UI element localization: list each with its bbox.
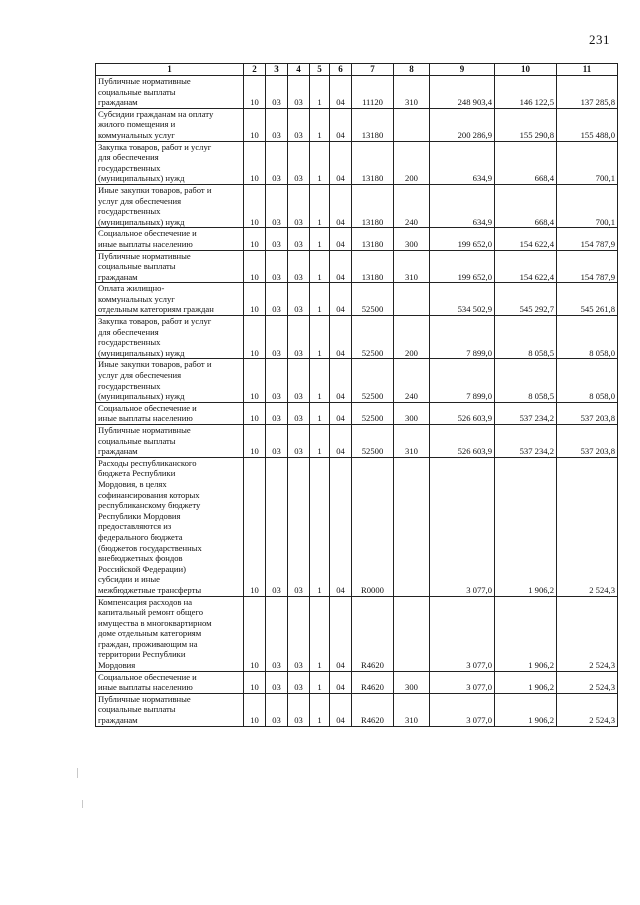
section-code: 10	[244, 671, 266, 693]
amount-year-2: 155 290,8	[495, 108, 557, 141]
table-row	[96, 457, 618, 596]
amount-year-2: 668,4	[495, 184, 557, 227]
measure-code: 04	[330, 402, 352, 424]
measure-code: 04	[330, 250, 352, 283]
measure-code: 04	[330, 76, 352, 109]
item-name: Публичные нормативные социальные выплаты гражданам	[96, 693, 244, 726]
direction-code: 13180	[352, 228, 394, 250]
page-number: 231	[589, 32, 610, 47]
subprogram-code: 1	[310, 425, 330, 458]
amount-year-1: 199 652,0	[430, 250, 495, 283]
table-row	[96, 184, 618, 227]
program-code: 03	[288, 402, 310, 424]
amount-year-1: 3 077,0	[430, 693, 495, 726]
amount-year-2: 668,4	[495, 141, 557, 184]
amount-year-3: 2 524,3	[557, 671, 618, 693]
direction-code: 52500	[352, 359, 394, 402]
subprogram-code: 1	[310, 402, 330, 424]
amount-year-1: 634,9	[430, 141, 495, 184]
subprogram-code: 1	[310, 359, 330, 402]
subprogram-code: 1	[310, 108, 330, 141]
expense-type-code: 300	[394, 228, 430, 250]
measure-code: 04	[330, 316, 352, 359]
measure-code: 04	[330, 671, 352, 693]
subprogram-code: 1	[310, 671, 330, 693]
section-code: 10	[244, 402, 266, 424]
subsection-code: 03	[266, 671, 288, 693]
amount-year-1: 634,9	[430, 184, 495, 227]
program-code: 03	[288, 283, 310, 316]
program-code: 03	[288, 316, 310, 359]
column-header: 6	[330, 64, 352, 76]
table-row	[96, 671, 618, 693]
subsection-code: 03	[266, 76, 288, 109]
scan-mark	[77, 768, 78, 778]
expense-type-code	[394, 108, 430, 141]
amount-year-2: 154 622,4	[495, 250, 557, 283]
budget-table	[95, 63, 618, 727]
column-header: 3	[266, 64, 288, 76]
item-name: Закупка товаров, работ и услуг для обеспечения государственных (муниципальных) нужд	[96, 316, 244, 359]
amount-year-1: 526 603,9	[430, 425, 495, 458]
amount-year-3: 2 524,3	[557, 693, 618, 726]
measure-code: 04	[330, 228, 352, 250]
item-name: Публичные нормативные социальные выплаты гражданам	[96, 425, 244, 458]
amount-year-3: 154 787,9	[557, 228, 618, 250]
direction-code: R0000	[352, 457, 394, 596]
table-row	[96, 250, 618, 283]
program-code: 03	[288, 457, 310, 596]
item-name: Социальное обеспечение и иные выплаты населению	[96, 228, 244, 250]
header-row	[96, 64, 618, 76]
amount-year-3: 155 488,0	[557, 108, 618, 141]
table-row	[96, 359, 618, 402]
table-row	[96, 283, 618, 316]
direction-code: R4620	[352, 693, 394, 726]
amount-year-2: 1 906,2	[495, 693, 557, 726]
subsection-code: 03	[266, 693, 288, 726]
subprogram-code: 1	[310, 141, 330, 184]
table-body	[96, 76, 618, 727]
table-row	[96, 108, 618, 141]
subprogram-code: 1	[310, 184, 330, 227]
measure-code: 04	[330, 108, 352, 141]
direction-code: 13180	[352, 108, 394, 141]
column-header: 1	[96, 64, 244, 76]
table-row	[96, 402, 618, 424]
subprogram-code: 1	[310, 283, 330, 316]
subsection-code: 03	[266, 425, 288, 458]
direction-code: 13180	[352, 184, 394, 227]
direction-code: 52500	[352, 425, 394, 458]
amount-year-2: 8 058,5	[495, 316, 557, 359]
direction-code: 13180	[352, 141, 394, 184]
item-name: Социальное обеспечение и иные выплаты населению	[96, 402, 244, 424]
measure-code: 04	[330, 693, 352, 726]
table-row	[96, 425, 618, 458]
section-code: 10	[244, 693, 266, 726]
amount-year-3: 2 524,3	[557, 457, 618, 596]
amount-year-1: 534 502,9	[430, 283, 495, 316]
program-code: 03	[288, 76, 310, 109]
expense-type-code	[394, 596, 430, 671]
amount-year-1: 200 286,9	[430, 108, 495, 141]
measure-code: 04	[330, 283, 352, 316]
subprogram-code: 1	[310, 228, 330, 250]
subsection-code: 03	[266, 228, 288, 250]
direction-code: 11120	[352, 76, 394, 109]
program-code: 03	[288, 228, 310, 250]
program-code: 03	[288, 693, 310, 726]
amount-year-3: 137 285,8	[557, 76, 618, 109]
program-code: 03	[288, 425, 310, 458]
amount-year-1: 526 603,9	[430, 402, 495, 424]
table-row	[96, 76, 618, 109]
subsection-code: 03	[266, 457, 288, 596]
expense-type-code	[394, 283, 430, 316]
expense-type-code: 310	[394, 76, 430, 109]
measure-code: 04	[330, 141, 352, 184]
expense-type-code: 300	[394, 402, 430, 424]
amount-year-2: 146 122,5	[495, 76, 557, 109]
subsection-code: 03	[266, 283, 288, 316]
amount-year-2: 1 906,2	[495, 457, 557, 596]
expense-type-code: 240	[394, 184, 430, 227]
section-code: 10	[244, 283, 266, 316]
amount-year-3: 537 203,8	[557, 402, 618, 424]
column-header: 7	[352, 64, 394, 76]
expense-type-code: 300	[394, 671, 430, 693]
subprogram-code: 1	[310, 76, 330, 109]
program-code: 03	[288, 250, 310, 283]
direction-code: 52500	[352, 316, 394, 359]
subsection-code: 03	[266, 141, 288, 184]
section-code: 10	[244, 108, 266, 141]
table-row	[96, 141, 618, 184]
direction-code: R4620	[352, 671, 394, 693]
scan-mark	[82, 800, 83, 808]
direction-code: 52500	[352, 402, 394, 424]
direction-code: 13180	[352, 250, 394, 283]
section-code: 10	[244, 596, 266, 671]
measure-code: 04	[330, 359, 352, 402]
section-code: 10	[244, 457, 266, 596]
table-row	[96, 693, 618, 726]
amount-year-3: 8 058,0	[557, 316, 618, 359]
measure-code: 04	[330, 184, 352, 227]
section-code: 10	[244, 250, 266, 283]
amount-year-3: 545 261,8	[557, 283, 618, 316]
subsection-code: 03	[266, 250, 288, 283]
amount-year-1: 3 077,0	[430, 671, 495, 693]
item-name: Публичные нормативные социальные выплаты гражданам	[96, 76, 244, 109]
program-code: 03	[288, 359, 310, 402]
expense-type-code: 310	[394, 250, 430, 283]
amount-year-3: 700,1	[557, 184, 618, 227]
measure-code: 04	[330, 457, 352, 596]
program-code: 03	[288, 596, 310, 671]
item-name: Закупка товаров, работ и услуг для обеспечения государственных (муниципальных) нужд	[96, 141, 244, 184]
amount-year-3: 537 203,8	[557, 425, 618, 458]
item-name: Расходы республиканского бюджета Республики Мордовия, в целях софинансирования которых республиканскому бюджету Республики Мордовия предоставляются из федерального бюджета (бюджетов государственных внебюджетных фондов Российской Федерации) субсидии и иные межбюджетные трансферты	[96, 457, 244, 596]
table-row	[96, 316, 618, 359]
expense-type-code: 310	[394, 425, 430, 458]
amount-year-1: 3 077,0	[430, 457, 495, 596]
amount-year-2: 154 622,4	[495, 228, 557, 250]
table-row	[96, 596, 618, 671]
section-code: 10	[244, 359, 266, 402]
item-name: Социальное обеспечение и иные выплаты населению	[96, 671, 244, 693]
amount-year-3: 154 787,9	[557, 250, 618, 283]
amount-year-1: 7 899,0	[430, 316, 495, 359]
column-header: 8	[394, 64, 430, 76]
column-header: 10	[495, 64, 557, 76]
amount-year-2: 537 234,2	[495, 425, 557, 458]
item-name: Публичные нормативные социальные выплаты гражданам	[96, 250, 244, 283]
measure-code: 04	[330, 596, 352, 671]
amount-year-2: 1 906,2	[495, 671, 557, 693]
subprogram-code: 1	[310, 596, 330, 671]
amount-year-1: 7 899,0	[430, 359, 495, 402]
amount-year-3: 8 058,0	[557, 359, 618, 402]
column-header: 4	[288, 64, 310, 76]
section-code: 10	[244, 76, 266, 109]
direction-code: R4620	[352, 596, 394, 671]
subsection-code: 03	[266, 108, 288, 141]
subprogram-code: 1	[310, 250, 330, 283]
program-code: 03	[288, 184, 310, 227]
amount-year-3: 2 524,3	[557, 596, 618, 671]
subprogram-code: 1	[310, 316, 330, 359]
program-code: 03	[288, 108, 310, 141]
amount-year-2: 537 234,2	[495, 402, 557, 424]
expense-type-code: 200	[394, 316, 430, 359]
amount-year-1: 3 077,0	[430, 596, 495, 671]
subsection-code: 03	[266, 359, 288, 402]
column-header: 5	[310, 64, 330, 76]
table-row	[96, 228, 618, 250]
amount-year-1: 248 903,4	[430, 76, 495, 109]
item-name: Иные закупки товаров, работ и услуг для обеспечения государственных (муниципальных) нужд	[96, 184, 244, 227]
section-code: 10	[244, 228, 266, 250]
section-code: 10	[244, 141, 266, 184]
amount-year-2: 8 058,5	[495, 359, 557, 402]
amount-year-2: 545 292,7	[495, 283, 557, 316]
direction-code: 52500	[352, 283, 394, 316]
subprogram-code: 1	[310, 693, 330, 726]
item-name: Иные закупки товаров, работ и услуг для обеспечения государственных (муниципальных) нужд	[96, 359, 244, 402]
expense-type-code	[394, 457, 430, 596]
section-code: 10	[244, 184, 266, 227]
column-header: 11	[557, 64, 618, 76]
column-header: 9	[430, 64, 495, 76]
section-code: 10	[244, 316, 266, 359]
expense-type-code: 310	[394, 693, 430, 726]
section-code: 10	[244, 425, 266, 458]
subsection-code: 03	[266, 596, 288, 671]
item-name: Оплата жилищно- коммунальных услуг отдельным категориям граждан	[96, 283, 244, 316]
measure-code: 04	[330, 425, 352, 458]
subprogram-code: 1	[310, 457, 330, 596]
item-name: Субсидии гражданам на оплату жилого помещения и коммунальных услуг	[96, 108, 244, 141]
amount-year-1: 199 652,0	[430, 228, 495, 250]
program-code: 03	[288, 671, 310, 693]
program-code: 03	[288, 141, 310, 184]
subsection-code: 03	[266, 402, 288, 424]
column-header: 2	[244, 64, 266, 76]
amount-year-3: 700,1	[557, 141, 618, 184]
item-name: Компенсация расходов на капитальный ремонт общего имущества в многоквартирном доме отдельным категориям граждан, проживающим на территории Республики Мордовия	[96, 596, 244, 671]
subsection-code: 03	[266, 316, 288, 359]
amount-year-2: 1 906,2	[495, 596, 557, 671]
expense-type-code: 240	[394, 359, 430, 402]
expense-type-code: 200	[394, 141, 430, 184]
subsection-code: 03	[266, 184, 288, 227]
